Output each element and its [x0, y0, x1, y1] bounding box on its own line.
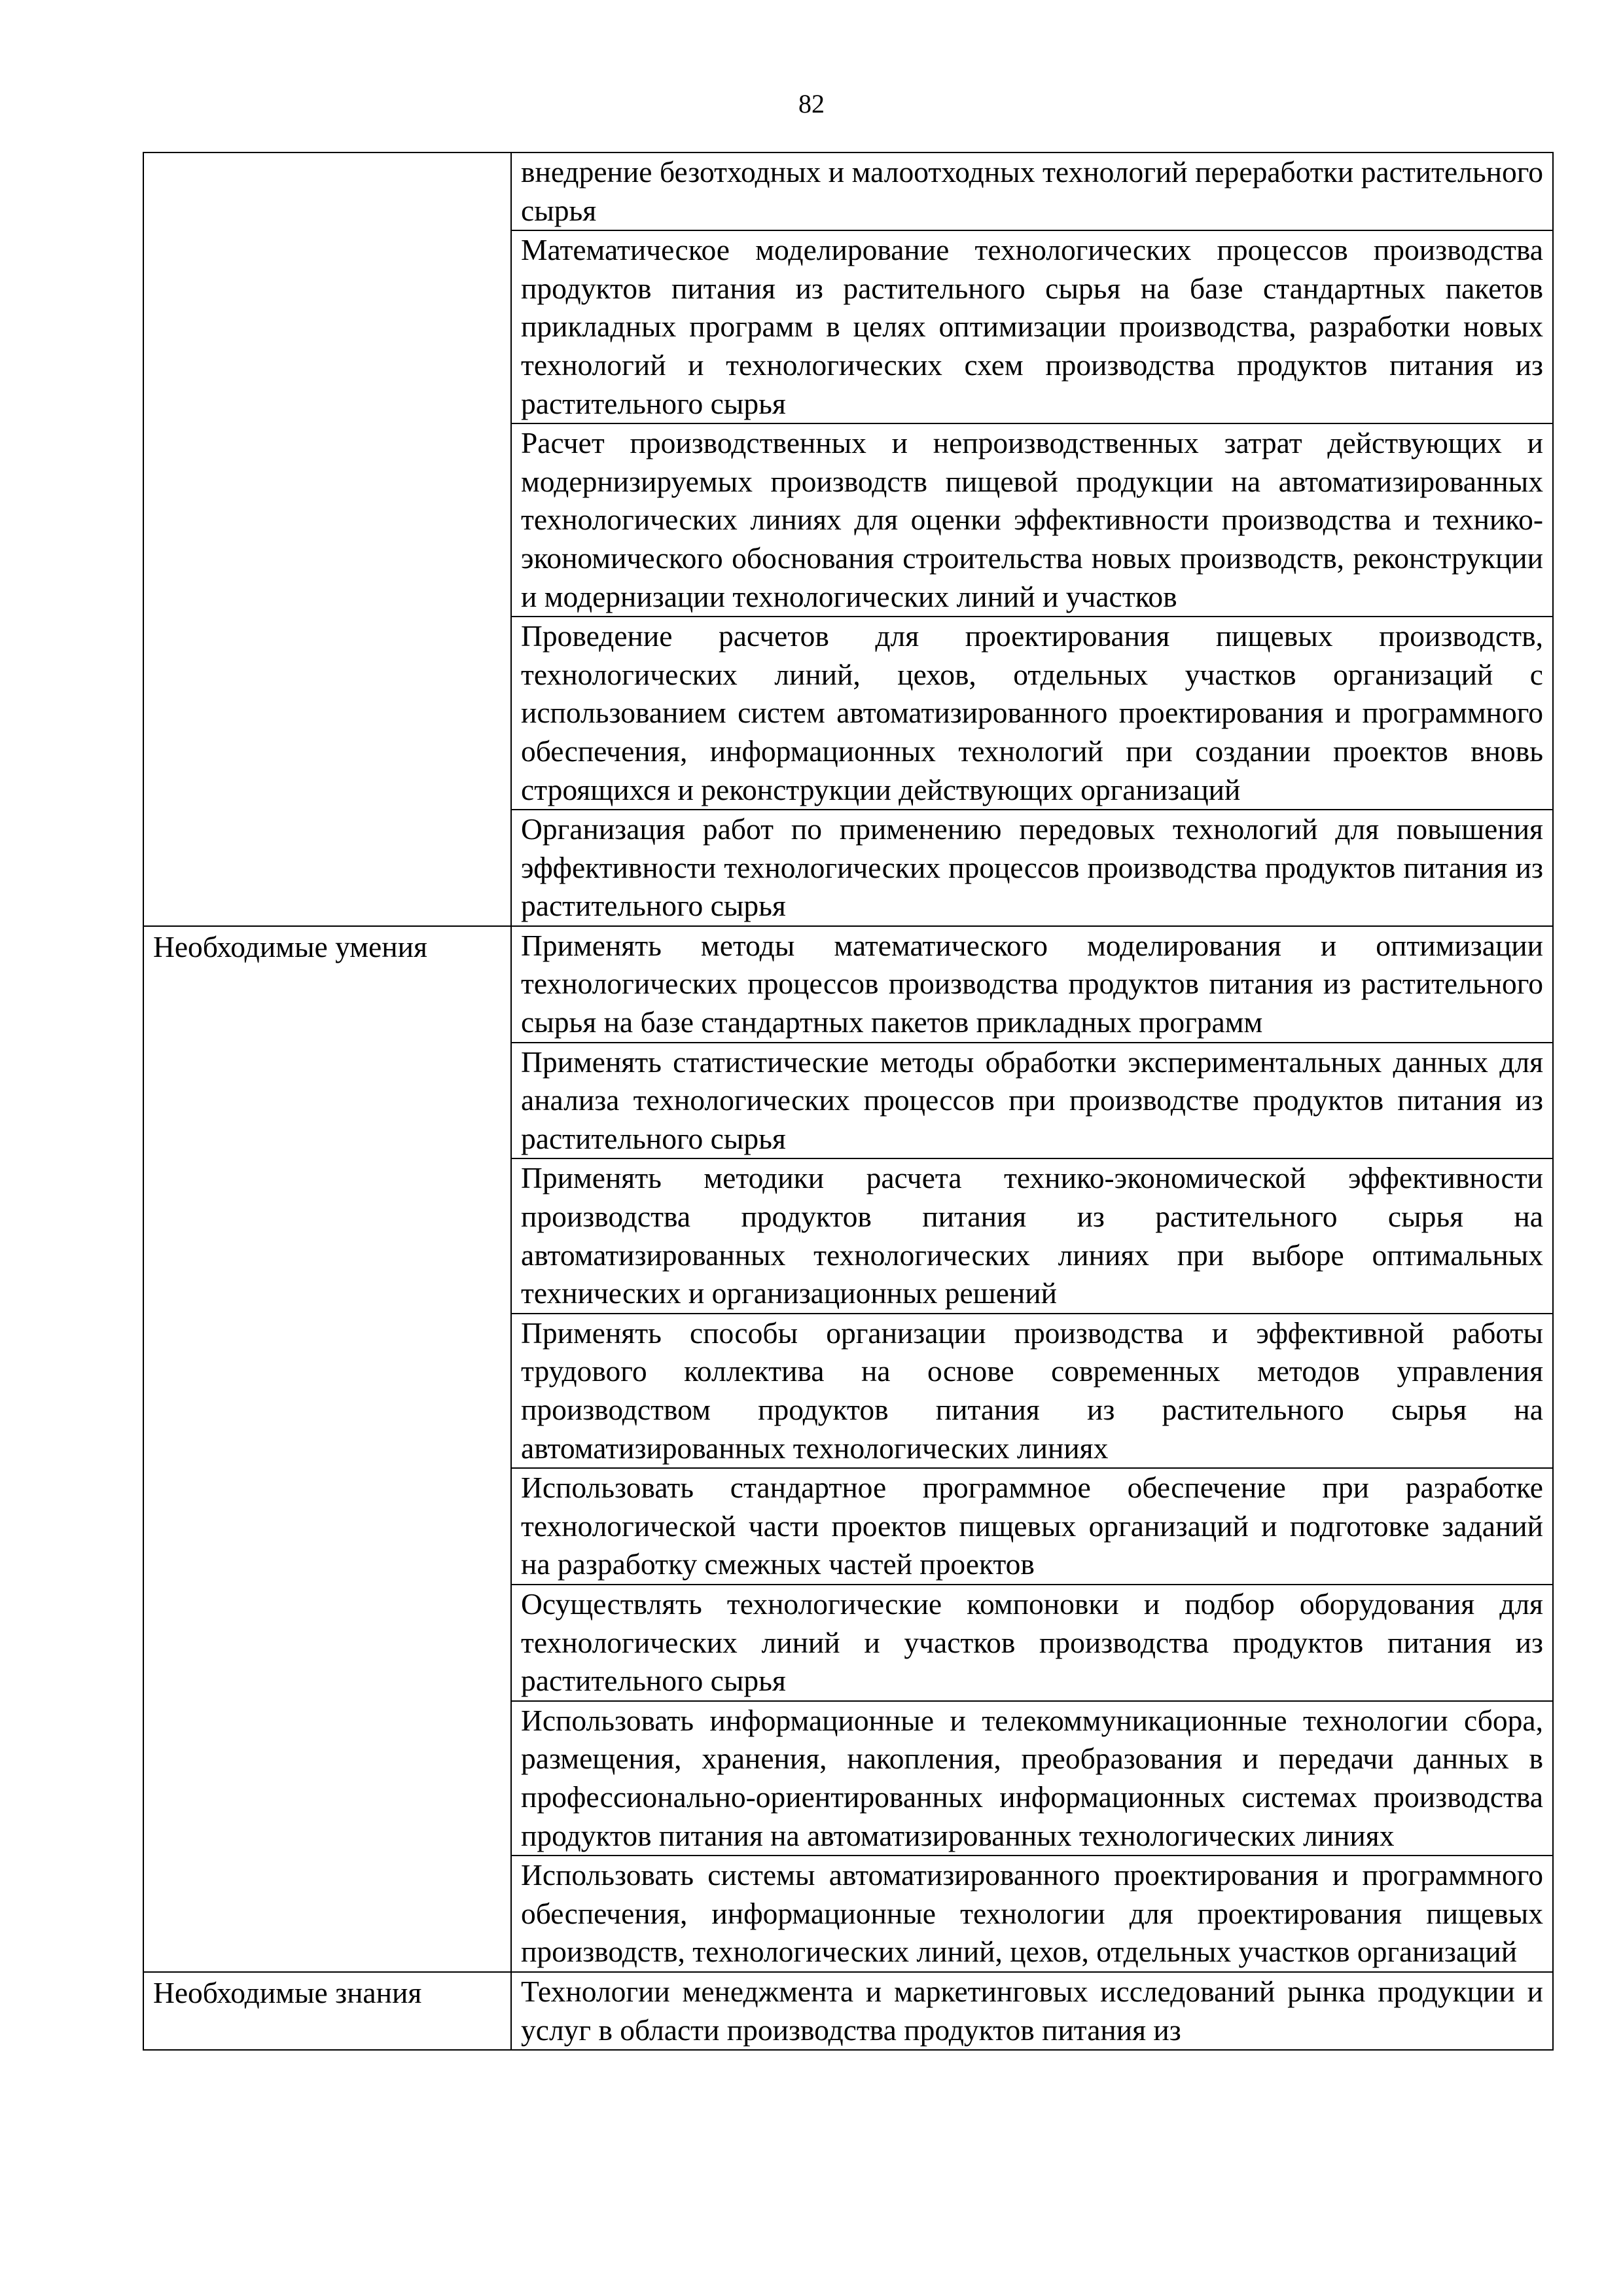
row-item-text: Использовать информационные и телекоммуникационные технологии сбора, размещения, хранения, накопления, преобразования и передачи данных в профессионально-ориентированных информационных системах производства продуктов питания на автоматизированных технологических линиях	[511, 1701, 1553, 1856]
row-label-continuation	[143, 1314, 511, 1468]
row-item-text: Математическое моделирование технологических процессов производства продуктов питания из растительного сырья на базе стандартных пакетов прикладных программ в целях оптимизации производства, разработки новых технологий и технологических схем производства продуктов питания из растительного сырья	[511, 230, 1553, 423]
table-row	[143, 1856, 1553, 1972]
table-row	[143, 423, 1553, 617]
row-item-text: Технологии менеджмента и маркетинговых исследований рынка продукции и услуг в области производства продуктов питания из	[511, 1972, 1553, 2050]
table-row	[143, 1314, 1553, 1468]
table-row	[143, 1043, 1553, 1159]
table-row	[143, 1468, 1553, 1585]
table-row	[143, 617, 1553, 810]
row-item-text: Использовать стандартное программное обеспечение при разработке технологической части проектов пищевых организаций и подготовке заданий на разработку смежных частей проектов	[511, 1468, 1553, 1585]
row-label-continuation	[143, 230, 511, 423]
row-item-text: внедрение безотходных и малоотходных технологий переработки растительного сырья	[511, 152, 1553, 230]
row-label: Необходимые умения	[143, 926, 511, 1043]
table-row	[143, 1158, 1553, 1313]
row-label-continuation	[143, 423, 511, 617]
row-label	[143, 152, 511, 230]
row-item-text: Применять методы математического моделирования и оптимизации технологических процессов производства продуктов питания из растительного сырья на базе стандартных пакетов прикладных программ	[511, 926, 1553, 1043]
table-row	[143, 1585, 1553, 1701]
table-row	[143, 926, 1553, 1043]
row-item-text: Проведение расчетов для проектирования пищевых производств, технологических линий, цехов, отдельных участков организаций с использованием систем автоматизированного проектирования и программного обеспечения, информационных технологий при создании проектов вновь строящихся и реконструкции действующих организаций	[511, 617, 1553, 810]
table-row	[143, 152, 1553, 230]
row-label-continuation	[143, 617, 511, 810]
competency-table	[143, 152, 1554, 2051]
table-row	[143, 1972, 1553, 2050]
competency-table-body	[143, 152, 1553, 2050]
row-label-continuation	[143, 1856, 511, 1972]
row-label-continuation	[143, 1043, 511, 1159]
row-label: Необходимые знания	[143, 1972, 511, 2050]
row-item-text: Осуществлять технологические компоновки и подбор оборудования для технологических линий и участков производства продуктов питания из растительного сырья	[511, 1585, 1553, 1701]
row-item-text: Применять способы организации производства и эффективной работы трудового коллектива на основе современных методов управления производством продуктов питания из растительного сырья на автоматизированных технологических линиях	[511, 1314, 1553, 1468]
row-item-text: Использовать системы автоматизированного проектирования и программного обеспечения, информационные технологии для проектирования пищевых производств, технологических линий, цехов, отдельных участков организаций	[511, 1856, 1553, 1972]
page-number: 82	[798, 89, 825, 118]
row-item-text: Применять статистические методы обработки экспериментальных данных для анализа технологических процессов при производстве продуктов питания из растительного сырья	[511, 1043, 1553, 1159]
table-row	[143, 230, 1553, 423]
row-label-continuation	[143, 1585, 511, 1701]
table-row	[143, 810, 1553, 926]
row-label-continuation	[143, 810, 511, 926]
row-item-text: Применять методики расчета технико-экономической эффективности производства продуктов питания из растительного сырья на автоматизированных технологических линиях при выборе оптимальных технических и организационных решений	[511, 1158, 1553, 1313]
row-item-text: Организация работ по применению передовых технологий для повышения эффективности технологических процессов производства продуктов питания из растительного сырья	[511, 810, 1553, 926]
row-label-continuation	[143, 1701, 511, 1856]
row-item-text: Расчет производственных и непроизводственных затрат действующих и модернизируемых производств пищевой продукции на автоматизированных технологических линиях для оценки эффективности производства и технико-экономического обоснования строительства новых производств, реконструкции и модернизации технологических линий и участков	[511, 423, 1553, 617]
row-label-continuation	[143, 1468, 511, 1585]
table-row	[143, 1701, 1553, 1856]
row-label-continuation	[143, 1158, 511, 1313]
